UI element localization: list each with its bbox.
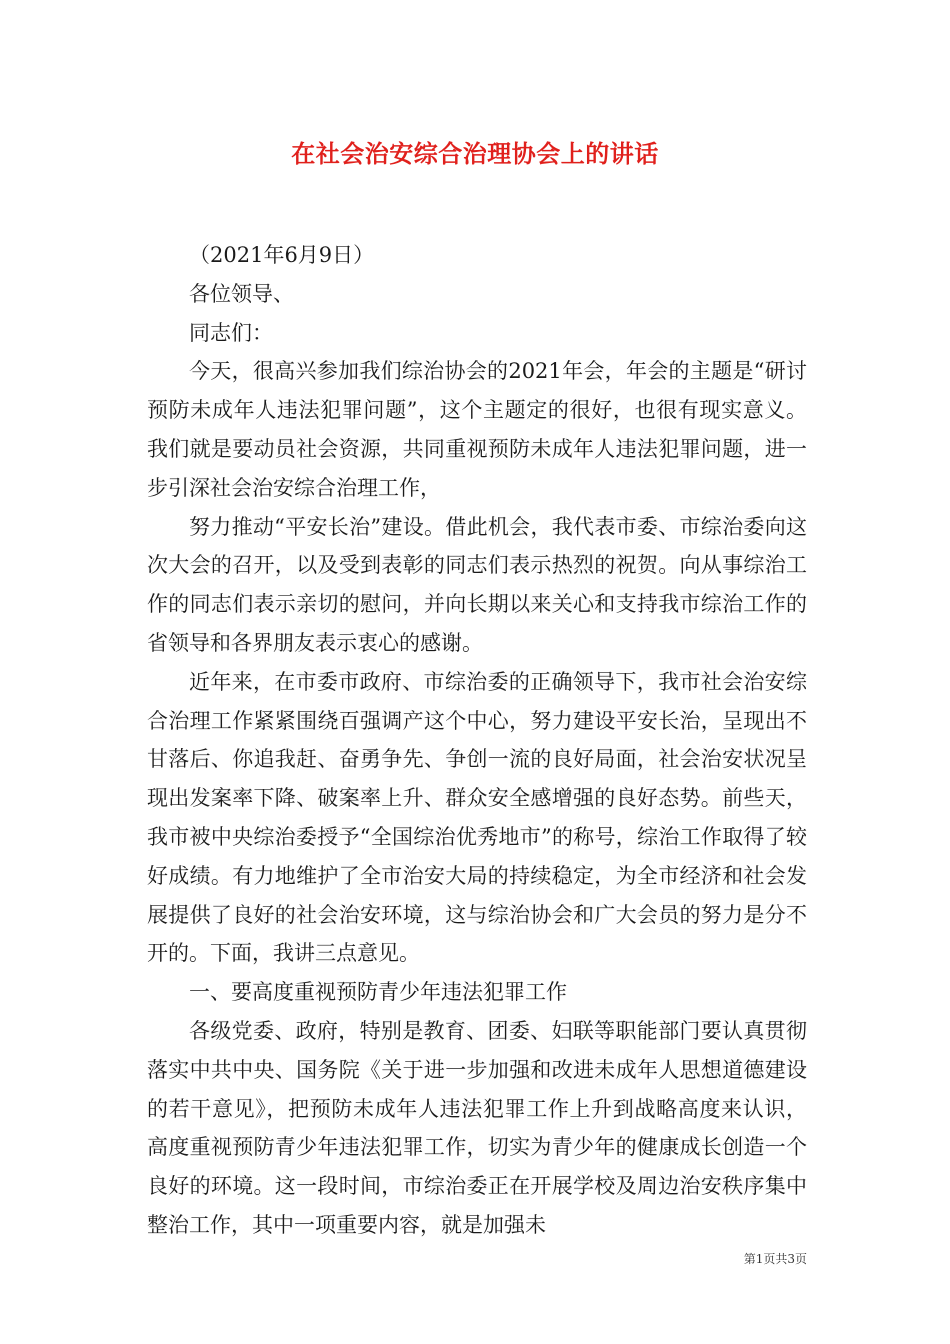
salutation-leaders: 各位领导、 — [189, 281, 294, 306]
body-paragraph: 各级党委、政府，特别是教育、团委、妇联等职能部门要认真贯彻落实中共中央、国务院《关于进一步加强和改进未成年人思想道德建设的若干意见》，把预防未成年人违法犯罪工作上升到战略高度来认识，高度重视预防青少年违法犯罪工作，切实为青少年的健康成长创造一个良好的环境。这一段时间，市综治委正在开展学校及周边治安秩序集中整治工作，其中一项重要内容，就是加强未 — [147, 1018, 807, 1237]
page-number: 第1页共3页 — [743, 1252, 807, 1266]
document-title: 在社会治安综合治理协会上的讲话 — [291, 139, 659, 168]
salutation-comrades: 同志们： — [189, 320, 273, 345]
document-body — [147, 236, 807, 1245]
section-heading: 一、要高度重视预防青少年违法犯罪工作 — [189, 980, 567, 1005]
body-paragraph: 努力推动“平安长治”建设。借此机会，我代表市委、市综治委向这次大会的召开，以及受到表彰的同志们表示热烈的祝贺。向从事综治工作的同志们表示亲切的慰问，并向长期以来关心和支持我市综治工作的省领导和各界朋友表示衷心的感谢。 — [147, 514, 807, 655]
body-paragraph: 今天，很高兴参加我们综治协会的2021年会，年会的主题是“研讨预防未成年人违法犯罪问题”，这个主题定的很好，也很有现实意义。我们就是要动员社会资源，共同重视预防未成年人违法犯罪问题，进一步引深社会治安综合治理工作， — [147, 359, 807, 500]
date-line: （2021年6月9日） — [189, 243, 375, 267]
body-paragraph: 近年来，在市委市政府、市综治委的正确领导下，我市社会治安综合治理工作紧紧围绕百强调产这个中心，努力建设平安长治，呈现出不甘落后、你追我赶、奋勇争先、争创一流的良好局面，社会治安状况呈现出发案率下降、破案率上升、群众安全感增强的良好态势。前些天，我市被中央综治委授予“全国综治优秀地市”的称号，综治工作取得了较好成绩。有力地维护了全市治安大局的持续稳定，为全市经济和社会发展提供了良好的社会治安环境，这与综治协会和广大会员的努力是分不开的。下面，我讲三点意见。 — [147, 669, 807, 966]
